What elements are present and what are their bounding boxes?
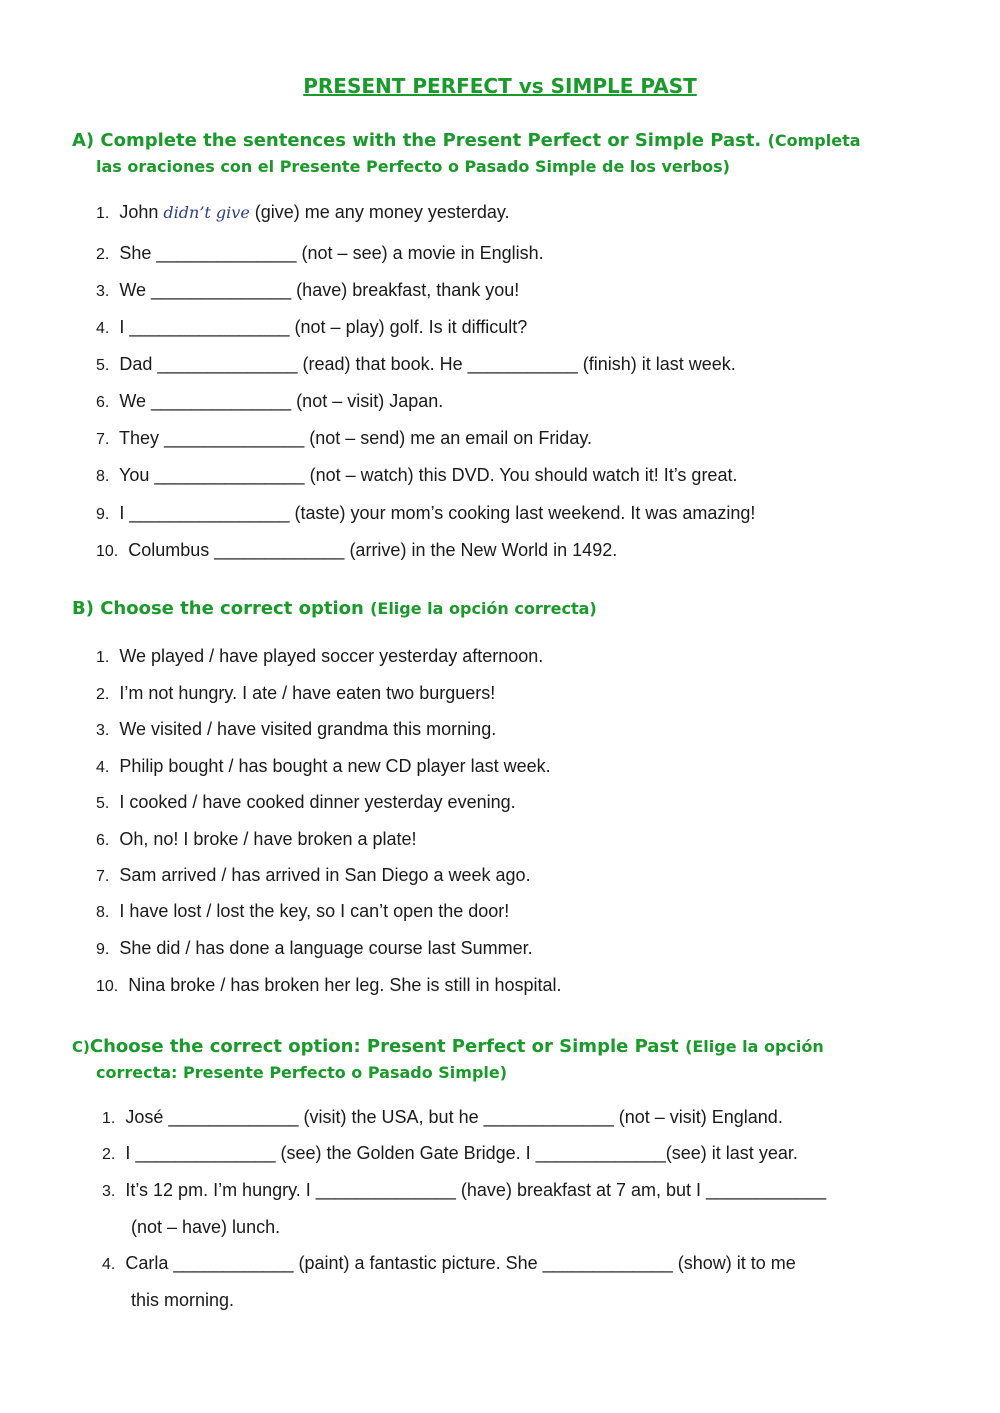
section-b-item-6: 6. Oh, no! I broke / have broken a plate! — [96, 829, 417, 849]
section-a-heading-sub: (Completa — [767, 131, 861, 150]
section-a-item-5: 5. Dad ______________ (read) that book. He ___________ (finish) it last week. — [96, 354, 736, 374]
section-c-heading-sub: (Elige la opción — [685, 1037, 824, 1056]
section-b-item-2: 2. I’m not hungry. I ate / have eaten two burguers! — [96, 683, 496, 703]
section-c-item-4-cont: this morning. — [131, 1290, 235, 1310]
section-b-item-9: 9. She did / has done a language course last Summer. — [96, 938, 533, 958]
section-c-item-3: 3. It’s 12 pm. I’m hungry. I ______________ (have) breakfast at 7 am, but I ____________ — [102, 1180, 827, 1200]
page-title: PRESENT PERFECT vs SIMPLE PAST — [303, 74, 697, 98]
section-c-item-3-cont: (not – have) lunch. — [131, 1217, 281, 1237]
section-a-item-2: 2. She ______________ (not – see) a movie in English. — [96, 243, 544, 263]
section-a-item-8: 8. You _______________ (not – watch) this DVD. You should watch it! It’s great. — [96, 465, 738, 485]
section-a-item-9: 9. I ________________ (taste) your mom’s cooking last weekend. It was amazing! — [96, 503, 756, 523]
section-b-item-1: 1. We played / have played soccer yesterday afternoon. — [96, 646, 544, 666]
section-c-heading — [72, 1034, 952, 1086]
section-b-heading-main: B) Choose the correct option — [72, 598, 364, 619]
section-c-item-1: 1. José _____________ (visit) the USA, but he _____________ (not – visit) England. — [102, 1107, 783, 1127]
section-b-item-8: 8. I have lost / lost the key, so I can’t open the door! — [96, 901, 510, 921]
section-a-item-4: 4. I ________________ (not – play) golf. Is it difficult? — [96, 317, 528, 337]
section-a-item-6: 6. We ______________ (not – visit) Japan. — [96, 391, 444, 411]
section-c-heading-letter: C) — [72, 1038, 90, 1056]
section-a-heading — [72, 128, 952, 180]
section-c-item-2: 2. I ______________ (see) the Golden Gate Bridge. I _____________(see) it last year. — [102, 1143, 798, 1163]
section-a-item-1: 1. John didn’t give (give) me any money yesterday. — [96, 202, 510, 222]
section-b-heading — [72, 596, 952, 622]
section-b-item-3: 3. We visited / have visited grandma this morning. — [96, 719, 497, 739]
section-b-heading-sub: (Elige la opción correcta) — [370, 599, 597, 618]
handwritten-answer: didn’t give — [163, 203, 250, 222]
section-b-item-5: 5. I cooked / have cooked dinner yesterday evening. — [96, 792, 516, 812]
section-a-item-7: 7. They ______________ (not – send) me an email on Friday. — [96, 428, 592, 448]
section-c-item-4: 4. Carla ____________ (paint) a fantastic picture. She _____________ (show) it to me — [102, 1253, 796, 1273]
section-b-item-7: 7. Sam arrived / has arrived in San Diego a week ago. — [96, 865, 531, 885]
section-c-heading-sub-cont: correcta: Presente Perfecto o Pasado Simple) — [96, 1063, 508, 1082]
section-a-item-3: 3. We ______________ (have) breakfast, thank you! — [96, 280, 520, 300]
section-c-heading-main: Choose the correct option: Present Perfect or Simple Past — [89, 1036, 679, 1057]
section-a-heading-sub-cont: las oraciones con el Presente Perfecto o Pasado Simple de los verbos) — [96, 157, 730, 176]
section-b-item-10: 10. Nina broke / has broken her leg. She is still in hospital. — [96, 975, 562, 995]
section-a-heading-main: A) Complete the sentences with the Present Perfect or Simple Past. — [72, 130, 762, 151]
section-a-item-10: 10. Columbus _____________ (arrive) in the New World in 1492. — [96, 540, 618, 560]
section-b-item-4: 4. Philip bought / has bought a new CD player last week. — [96, 756, 551, 776]
